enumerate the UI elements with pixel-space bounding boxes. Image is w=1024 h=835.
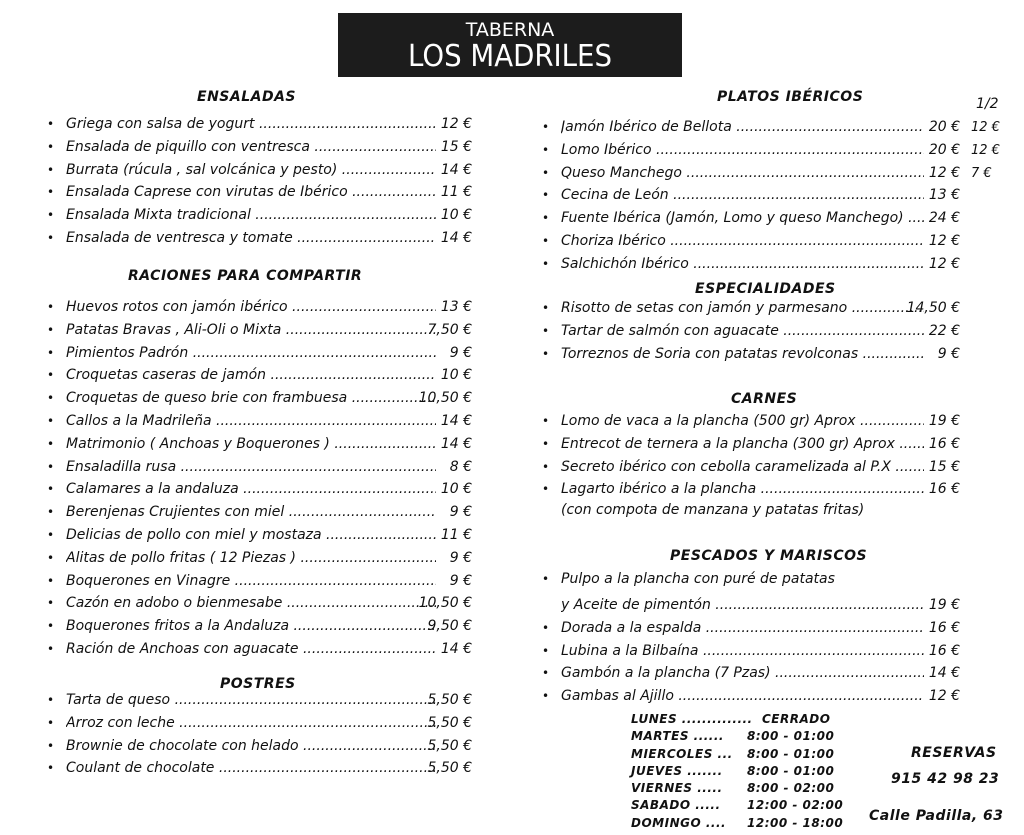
logo-line-2: LOS MADRILES <box>407 39 613 74</box>
item-name: Ración de Anchoas con aguacate ..... <box>66 638 436 661</box>
item-name: Ensaladilla rusa ..... <box>66 456 436 479</box>
item-name: Choriza Ibérico ..... <box>561 230 924 253</box>
item-price: 16 € <box>928 642 960 659</box>
item-name: Ensalada de piquillo con ventresca ..... <box>66 136 436 159</box>
bullet-icon: • <box>47 162 55 177</box>
menu-item <box>47 364 472 387</box>
menu-item <box>542 116 1000 139</box>
hours-day: MIERCOLES ... <box>631 746 733 761</box>
bullet-icon: • <box>47 139 55 154</box>
menu-item <box>542 184 960 207</box>
hours-day: JUEVES ....... <box>631 763 723 778</box>
restaurant-address: Calle Padilla, 63 <box>869 808 1004 824</box>
reservas-title: RESERVAS <box>911 745 997 761</box>
item-price: 14,50 € <box>906 300 960 316</box>
item-price: 5,50 € <box>427 760 472 777</box>
bullet-icon: • <box>47 761 55 776</box>
hours-day: VIERNES ..... <box>631 781 723 796</box>
restaurant-logo <box>338 13 682 77</box>
hours-day: MARTES ...... <box>631 729 724 744</box>
section-title-platos-ibericos: PLATOS IBÉRICOS <box>717 89 864 105</box>
menu-item <box>542 253 960 276</box>
menu-item <box>47 689 472 712</box>
item-name: Ensalada de ventresca y tomate ..... <box>66 227 436 250</box>
menu-item <box>542 162 992 185</box>
bullet-icon: • <box>47 117 55 131</box>
item-name: Gambón a la plancha (7 Pzas) ..... <box>561 662 924 685</box>
item-price: 12 € <box>440 116 472 132</box>
menu-item <box>47 387 472 410</box>
section-title-pescados: PESCADOS Y MARISCOS <box>670 548 868 564</box>
bullet-icon: • <box>47 436 55 451</box>
item-name: Arroz con leche ..... <box>66 712 436 735</box>
bullet-icon: • <box>542 620 550 635</box>
bullet-icon: • <box>47 738 55 753</box>
menu-item <box>47 592 472 615</box>
hours-time: 12:00 - 18:00 <box>747 815 844 830</box>
menu-item <box>542 343 960 366</box>
item-price: 20 € <box>928 141 960 158</box>
bullet-icon: • <box>542 211 550 226</box>
bullet-icon: • <box>47 619 55 634</box>
item-price: 9,50 € <box>427 618 472 635</box>
item-price: 10,50 € <box>418 595 472 612</box>
item-price: 7,50 € <box>427 321 472 338</box>
bullet-icon: • <box>542 142 550 157</box>
item-name: Croquetas caseras de jamón ..... <box>66 364 436 387</box>
item-price: 14 € <box>440 641 472 657</box>
bullet-icon: • <box>542 414 550 428</box>
menu-item <box>47 757 472 780</box>
menu-item <box>47 615 472 638</box>
item-price: 13 € <box>928 187 960 204</box>
item-name: Lagarto ibérico a la plancha ..... <box>561 478 924 501</box>
item-price: 5,50 € <box>427 737 472 754</box>
bullet-icon: • <box>47 715 55 730</box>
logo-line-1: TABERNA <box>465 19 555 41</box>
item-price: 11 € <box>440 527 472 543</box>
item-half-price: 7 € <box>971 165 992 181</box>
menu-item <box>47 712 472 735</box>
item-name: Huevos rotos con jamón ibérico ..... <box>66 296 436 319</box>
menu-item <box>542 230 960 253</box>
item-price: 8 € <box>449 458 472 475</box>
item-name: Salchichón Ibérico ..... <box>561 253 924 276</box>
bullet-icon: • <box>542 346 550 361</box>
hours-time: CERRADO <box>762 712 831 726</box>
bullet-icon: • <box>542 689 550 704</box>
item-name: Dorada a la espalda ..... <box>561 617 924 640</box>
bullet-icon: • <box>47 185 55 200</box>
bullet-icon: • <box>47 231 55 245</box>
menu-item <box>47 501 472 524</box>
item-price: 14 € <box>440 413 472 429</box>
item-name: Cecina de León ..... <box>561 184 924 207</box>
bullet-icon: • <box>47 642 55 656</box>
bullet-icon: • <box>542 572 550 586</box>
section-title-especialidades: ESPECIALIDADES <box>695 281 836 297</box>
item-name: Patatas Bravas , Ali-Oli o Mixta ..... <box>66 319 436 342</box>
item-name: Delicias de pollo con miel y mostaza ..... <box>66 524 436 547</box>
reservas-phone: 915 42 98 23 <box>891 771 1000 787</box>
menu-item <box>47 319 472 342</box>
item-price: 16 € <box>928 481 960 498</box>
bullet-icon: • <box>542 165 550 180</box>
bullet-icon: • <box>542 436 550 451</box>
menu-item <box>542 478 960 501</box>
item-name: Alitas de pollo fritas ( 12 Piezas ) ..... <box>66 547 436 570</box>
menu-item <box>542 207 960 230</box>
item-name: Secreto ibérico con cebolla caramelizada al P.X ..... <box>561 456 924 479</box>
hours-day: LUNES .............. <box>631 712 753 726</box>
item-name: Gambas al Ajillo ..... <box>561 685 924 708</box>
item-name: Fuente Ibérica (Jamón, Lomo y queso Manchego) ..... <box>561 207 924 230</box>
bullet-icon: • <box>542 256 550 271</box>
half-portion-label: 1/2 <box>976 96 999 112</box>
menu-item <box>542 685 960 708</box>
menu-item <box>47 342 472 365</box>
menu-item <box>542 594 960 617</box>
bullet-icon: • <box>542 234 550 248</box>
item-price: 10 € <box>440 207 472 224</box>
item-name: Lomo de vaca a la plancha (500 gr) Aprox ..... <box>561 410 924 433</box>
item-price: 11 € <box>440 184 472 201</box>
menu-item <box>542 617 960 640</box>
menu-item <box>542 568 952 591</box>
item-price: 9 € <box>449 549 472 566</box>
bullet-icon: • <box>47 300 55 314</box>
item-name: Boquerones en Vinagre ..... <box>66 570 436 593</box>
bullet-icon: • <box>47 550 55 565</box>
bullet-icon: • <box>542 482 550 497</box>
bullet-icon: • <box>47 208 55 223</box>
item-price: 22 € <box>928 322 960 339</box>
bullet-icon: • <box>47 391 55 406</box>
item-price: 16 € <box>928 435 960 452</box>
menu-item <box>47 735 472 758</box>
menu-item <box>542 433 960 456</box>
menu-item <box>542 139 1000 162</box>
bullet-icon: • <box>47 368 55 383</box>
item-name: Queso Manchego ..... <box>561 162 924 185</box>
menu-item <box>47 570 472 593</box>
bullet-icon: • <box>47 482 55 497</box>
item-price: 15 € <box>928 458 960 475</box>
menu-item <box>47 638 472 661</box>
item-price: 14 € <box>928 665 960 682</box>
item-price: 9 € <box>449 572 472 589</box>
bullet-icon: • <box>47 528 55 542</box>
menu-item <box>47 296 472 319</box>
item-name: Lomo Ibérico ..... <box>561 139 924 162</box>
item-half-price: 12 € <box>971 120 1000 135</box>
bullet-icon: • <box>47 693 55 707</box>
bullet-icon: • <box>47 505 55 520</box>
hours-time: 8:00 - 02:00 <box>747 781 835 796</box>
item-price: 14 € <box>440 161 472 178</box>
menu-item <box>47 204 472 227</box>
item-name: Callos a la Madrileña ..... <box>66 410 436 433</box>
item-name: Cazón en adobo o bienmesabe ..... <box>66 592 436 615</box>
section-title-postres: POSTRES <box>220 676 296 692</box>
item-price: 12 € <box>928 164 960 181</box>
item-half-price: 12 € <box>971 142 1000 158</box>
menu-item <box>47 227 472 250</box>
menu-item <box>47 136 472 159</box>
item-name: Griega con salsa de yogurt ..... <box>66 113 436 136</box>
item-name: Croquetas de queso brie con frambuesa ..... <box>66 387 436 410</box>
item-price: 20 € <box>928 119 960 135</box>
menu-item <box>542 320 960 343</box>
item-name: Pulpo a la plancha con puré de patatas <box>561 571 835 587</box>
item-price: 14 € <box>440 435 472 452</box>
item-name: Brownie de chocolate con helado ..... <box>66 735 436 758</box>
item-price: 15 € <box>440 138 472 155</box>
hours-time: 8:00 - 01:00 <box>747 729 835 744</box>
item-name: Pimientos Padrón ..... <box>66 342 436 365</box>
menu-item <box>542 662 960 685</box>
bullet-icon: • <box>542 120 550 134</box>
menu-item <box>542 456 960 479</box>
hours-time: 8:00 - 01:00 <box>747 746 835 761</box>
menu-item <box>47 478 472 501</box>
menu-item <box>47 433 472 456</box>
bullet-icon: • <box>47 414 55 428</box>
section-title-ensaladas: ENSALADAS <box>197 89 296 105</box>
item-price: 16 € <box>928 619 960 636</box>
item-name: Coulant de chocolate ..... <box>66 757 436 780</box>
menu-item <box>542 297 960 320</box>
item-price: 5,50 € <box>427 692 472 708</box>
bullet-icon: • <box>47 459 55 474</box>
item-price: 13 € <box>440 299 472 315</box>
item-name: Lubina a la Bilbaína ..... <box>561 640 924 663</box>
item-price: 10,50 € <box>418 390 472 407</box>
bullet-icon: • <box>47 322 55 337</box>
menu-item <box>47 159 472 182</box>
bullet-icon: • <box>542 301 550 315</box>
bullet-icon: • <box>542 459 550 474</box>
item-price: 14 € <box>440 230 472 246</box>
item-name: Tarta de queso ..... <box>66 689 436 712</box>
hours-day: SABADO ..... <box>631 798 721 813</box>
item-price: 19 € <box>928 597 960 613</box>
menu-item <box>542 410 960 433</box>
menu-item <box>47 410 472 433</box>
item-price: 9 € <box>449 504 472 521</box>
item-name: Risotto de setas con jamón y parmesano ..... <box>561 297 924 320</box>
item-price: 9 € <box>449 344 472 361</box>
item-name: y Aceite de pimentón ..... <box>561 594 924 617</box>
bullet-icon: • <box>47 596 55 611</box>
item-price: 12 € <box>928 688 960 705</box>
section-title-carnes: CARNES <box>731 391 798 407</box>
bullet-icon: • <box>542 323 550 338</box>
item-price: 10 € <box>440 367 472 384</box>
hours-time: 8:00 - 01:00 <box>747 763 835 778</box>
bullet-icon: • <box>542 666 550 681</box>
menu-item <box>47 524 472 547</box>
menu-item <box>47 456 472 479</box>
bullet-icon: • <box>542 188 550 203</box>
bullet-icon: • <box>47 345 55 360</box>
menu-item <box>47 181 472 204</box>
item-price: 19 € <box>928 413 960 429</box>
item-price: 10 € <box>440 481 472 498</box>
item-name: Ensalada Caprese con virutas de Ibérico ..... <box>66 181 436 204</box>
item-price: 5,50 € <box>427 714 472 731</box>
item-price: 24 € <box>928 210 960 227</box>
bullet-icon: • <box>542 643 550 658</box>
item-name: Jamón Ibérico de Bellota ..... <box>561 116 924 139</box>
bullet-icon: • <box>47 573 55 588</box>
menu-item <box>542 640 960 663</box>
item-name: Burrata (rúcula , sal volcánica y pesto) ..... <box>66 159 436 182</box>
item-name: Tartar de salmón con aguacate ..... <box>561 320 924 343</box>
menu-item <box>47 113 472 136</box>
carnes-note: (con compota de manzana y patatas fritas) <box>561 502 865 518</box>
item-name: Calamares a la andaluza ..... <box>66 478 436 501</box>
menu-item <box>47 547 472 570</box>
hours-time: 12:00 - 02:00 <box>747 798 844 813</box>
item-name: Ensalada Mixta tradicional ..... <box>66 204 436 227</box>
item-price: 12 € <box>928 255 960 272</box>
item-price: 12 € <box>928 233 960 249</box>
item-name: Berenjenas Crujientes con miel ..... <box>66 501 436 524</box>
item-name: Boquerones fritos a la Andaluza ..... <box>66 615 436 638</box>
item-name: Entrecot de ternera a la plancha (300 gr) Aprox ..... <box>561 433 924 456</box>
item-name: Matrimonio ( Anchoas y Boquerones ) ..... <box>66 433 436 456</box>
item-name: Torreznos de Soria con patatas revolconas ..... <box>561 343 924 366</box>
hours-day: DOMINGO .... <box>631 815 727 830</box>
section-title-raciones: RACIONES PARA COMPARTIR <box>128 268 363 284</box>
item-price: 9 € <box>937 345 960 362</box>
